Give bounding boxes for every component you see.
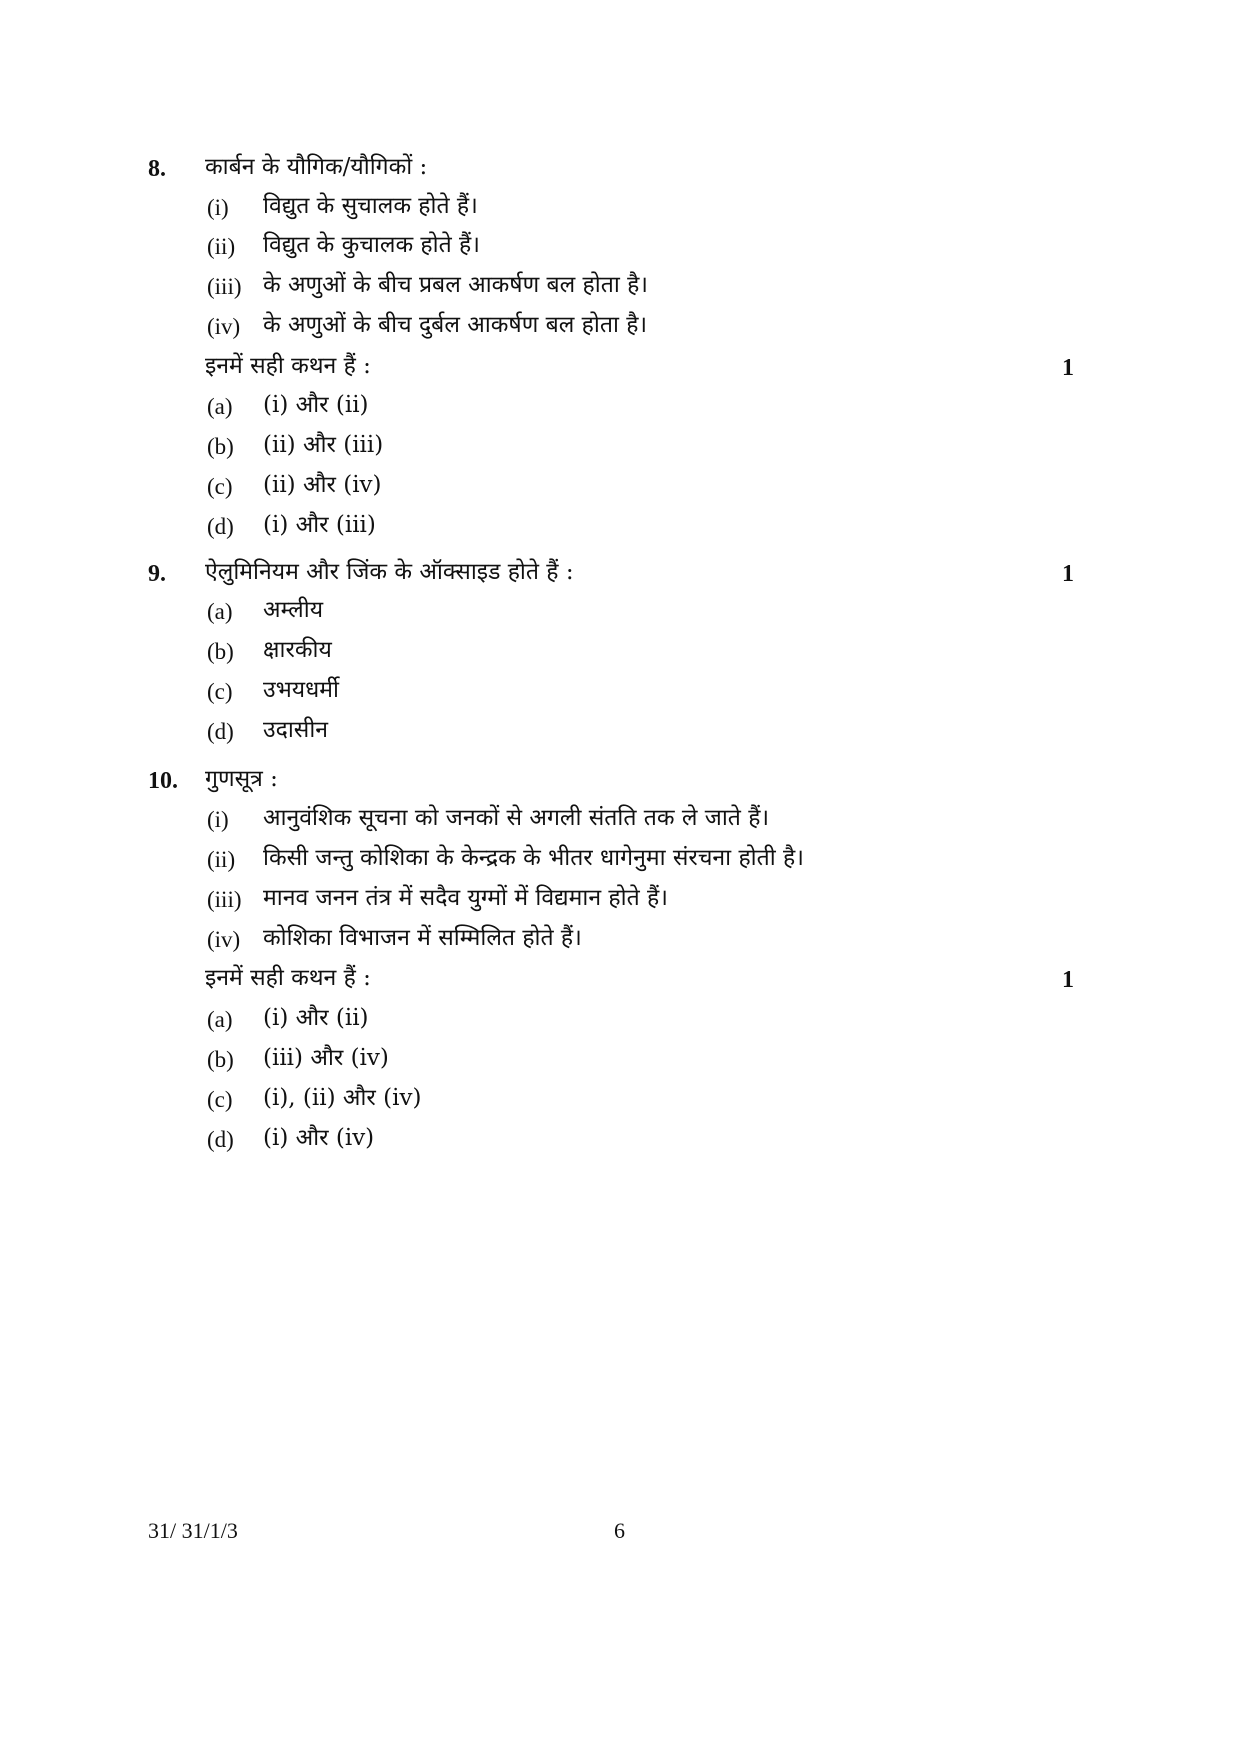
- q10-option-label: (c): [207, 1087, 233, 1112]
- q9-option-label: (a): [207, 599, 233, 624]
- q9-option-label: (d): [207, 719, 234, 744]
- q10-statement-label: (iii): [207, 887, 242, 912]
- q8-option-text: (ii) और (iii): [263, 432, 384, 458]
- q8-statement-text: के अणुओं के बीच दुर्बल आकर्षण बल होता है।: [263, 312, 648, 338]
- q8-statement-text: विद्युत के सुचालक होते हैं।: [263, 193, 478, 219]
- q8-statement-label: (ii): [207, 234, 236, 259]
- page-number: 6: [614, 1518, 625, 1543]
- q10-option-text: (iii) और (iv): [263, 1045, 389, 1071]
- q9-option-label: (b): [207, 639, 234, 664]
- q10-option-label: (d): [207, 1127, 234, 1152]
- q8-statement-label: (iii): [207, 274, 242, 299]
- q8-option-label: (a): [207, 394, 233, 419]
- q8-statement-label: (i): [207, 195, 229, 220]
- q10-statement-text: मानव जनन तंत्र में सदैव युग्मों में विद्यमान होते हैं।: [263, 885, 668, 911]
- q10-statement-text: कोशिका विभाजन में सम्मिलित होते हैं।: [263, 925, 582, 951]
- q8-option-text: (i) और (ii): [263, 392, 369, 418]
- q8-prompt: इनमें सही कथन हैं :: [205, 353, 371, 379]
- q9-option-text: अम्लीय: [263, 597, 324, 623]
- q8-option-label: (c): [207, 474, 233, 499]
- q10-statement-text: आनुवंशिक सूचना को जनकों से अगली संतति तक ले जाते हैं।: [263, 805, 770, 831]
- q10-option-text: (i) और (iv): [263, 1125, 375, 1151]
- q10-statement-label: (i): [207, 807, 229, 832]
- q10-option-text: (i), (ii) और (iv): [263, 1085, 422, 1111]
- q9-marks: 1: [1062, 561, 1074, 587]
- q10-option-text: (i) और (ii): [263, 1005, 369, 1031]
- q8-option-label: (d): [207, 514, 234, 539]
- q9-option-text: उदासीन: [263, 717, 329, 743]
- q8-option-text: (ii) और (iv): [263, 472, 382, 498]
- q9-option-label: (c): [207, 679, 233, 704]
- q8-option-label: (b): [207, 434, 234, 459]
- question-8-stem: कार्बन के यौगिक/यौगिकों :: [205, 154, 428, 180]
- question-8-number: 8.: [148, 156, 166, 182]
- q10-statement-text: किसी जन्तु कोशिका के केन्द्रक के भीतर धागेनुमा संरचना होती है।: [263, 845, 804, 871]
- question-10-stem: गुणसूत्र :: [205, 766, 278, 792]
- q8-statement-text: विद्युत के कुचालक होते हैं।: [263, 232, 480, 258]
- q10-statement-label: (iv): [207, 927, 241, 952]
- q8-option-text: (i) और (iii): [263, 512, 376, 538]
- q9-option-text: क्षारकीय: [263, 637, 332, 663]
- q10-option-label: (a): [207, 1007, 233, 1032]
- q9-option-text: उभयधर्मी: [263, 677, 339, 703]
- question-9-stem: ऐलुमिनियम और जिंक के ऑक्साइड होते हैं :: [205, 559, 574, 585]
- question-9-number: 9.: [148, 561, 166, 587]
- q10-statement-label: (ii): [207, 847, 236, 872]
- paper-code: 31/ 31/1/3: [148, 1518, 238, 1543]
- question-10-number: 10.: [148, 768, 178, 794]
- q10-prompt: इनमें सही कथन हैं :: [205, 965, 371, 991]
- q10-marks: 1: [1062, 967, 1074, 993]
- q10-option-label: (b): [207, 1047, 234, 1072]
- q8-marks: 1: [1062, 355, 1074, 381]
- q8-statement-text: के अणुओं के बीच प्रबल आकर्षण बल होता है।: [263, 272, 649, 298]
- q8-statement-label: (iv): [207, 314, 241, 339]
